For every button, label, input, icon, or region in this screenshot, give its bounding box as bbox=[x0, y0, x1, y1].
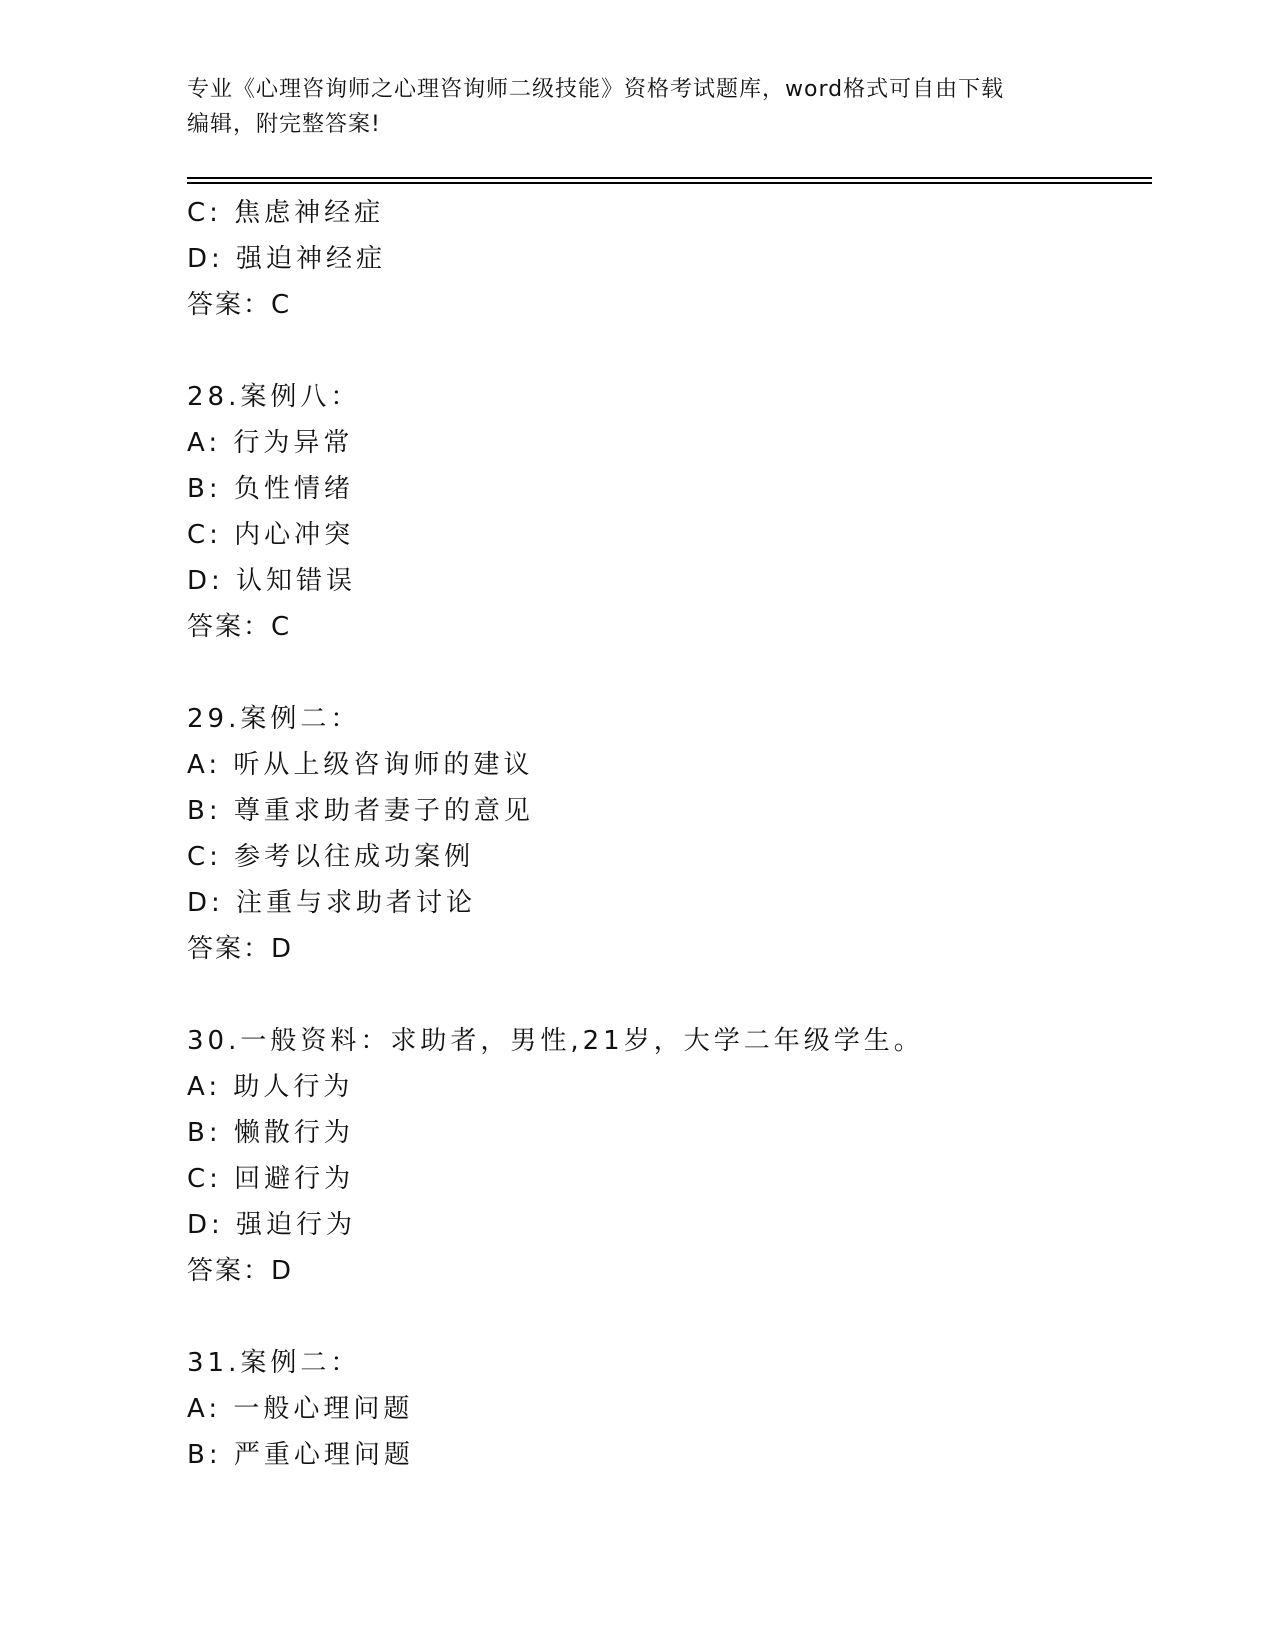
question-stem: 29.案例二： bbox=[187, 704, 361, 734]
option-a: A: 听从上级咨询师的建议 bbox=[187, 750, 534, 780]
option-d: D: 强迫行为 bbox=[187, 1210, 357, 1240]
header-line-2: 编辑，附完整答案! bbox=[187, 112, 381, 137]
header-divider-top bbox=[187, 177, 1152, 179]
spacer bbox=[187, 650, 1147, 696]
spacer bbox=[187, 328, 1147, 374]
question-30 bbox=[187, 1018, 1147, 1294]
question-list bbox=[187, 190, 1147, 1478]
question-28 bbox=[187, 374, 1147, 650]
question-stem: 31.案例二： bbox=[187, 1348, 361, 1378]
spacer bbox=[187, 972, 1147, 1018]
option-d: D: 注重与求助者讨论 bbox=[187, 888, 477, 918]
option-c: C: 参考以往成功案例 bbox=[187, 842, 475, 872]
question-continued bbox=[187, 190, 1147, 328]
option-a: A: 助人行为 bbox=[187, 1072, 354, 1102]
spacer bbox=[187, 1294, 1147, 1340]
question-stem: 30.一般资料：求助者，男性,21岁，大学二年级学生。 bbox=[187, 1026, 924, 1056]
option-b: B: 严重心理问题 bbox=[187, 1440, 414, 1470]
option-d: D: 强迫神经症 bbox=[187, 244, 387, 274]
option-c: C: 回避行为 bbox=[187, 1164, 355, 1194]
answer-line: 答案：C bbox=[187, 612, 292, 642]
header-divider-bottom bbox=[187, 182, 1152, 184]
option-a: A: 一般心理问题 bbox=[187, 1394, 414, 1424]
question-stem: 28.案例八： bbox=[187, 382, 361, 412]
document-header bbox=[187, 72, 1067, 142]
option-b: B: 尊重求助者妻子的意见 bbox=[187, 796, 534, 826]
option-b: B: 懒散行为 bbox=[187, 1118, 354, 1148]
option-c: C: 内心冲突 bbox=[187, 520, 355, 550]
option-a: A: 行为异常 bbox=[187, 428, 354, 458]
question-29 bbox=[187, 696, 1147, 972]
answer-line: 答案：D bbox=[187, 934, 294, 964]
question-31 bbox=[187, 1340, 1147, 1478]
answer-line: 答案：D bbox=[187, 1256, 294, 1286]
option-d: D: 认知错误 bbox=[187, 566, 357, 596]
answer-line: 答案：C bbox=[187, 290, 292, 320]
option-c: C: 焦虑神经症 bbox=[187, 198, 385, 228]
header-line-1: 专业《心理咨询师之心理咨询师二级技能》资格考试题库，word格式可自由下载 bbox=[187, 77, 1005, 102]
option-b: B: 负性情绪 bbox=[187, 474, 354, 504]
